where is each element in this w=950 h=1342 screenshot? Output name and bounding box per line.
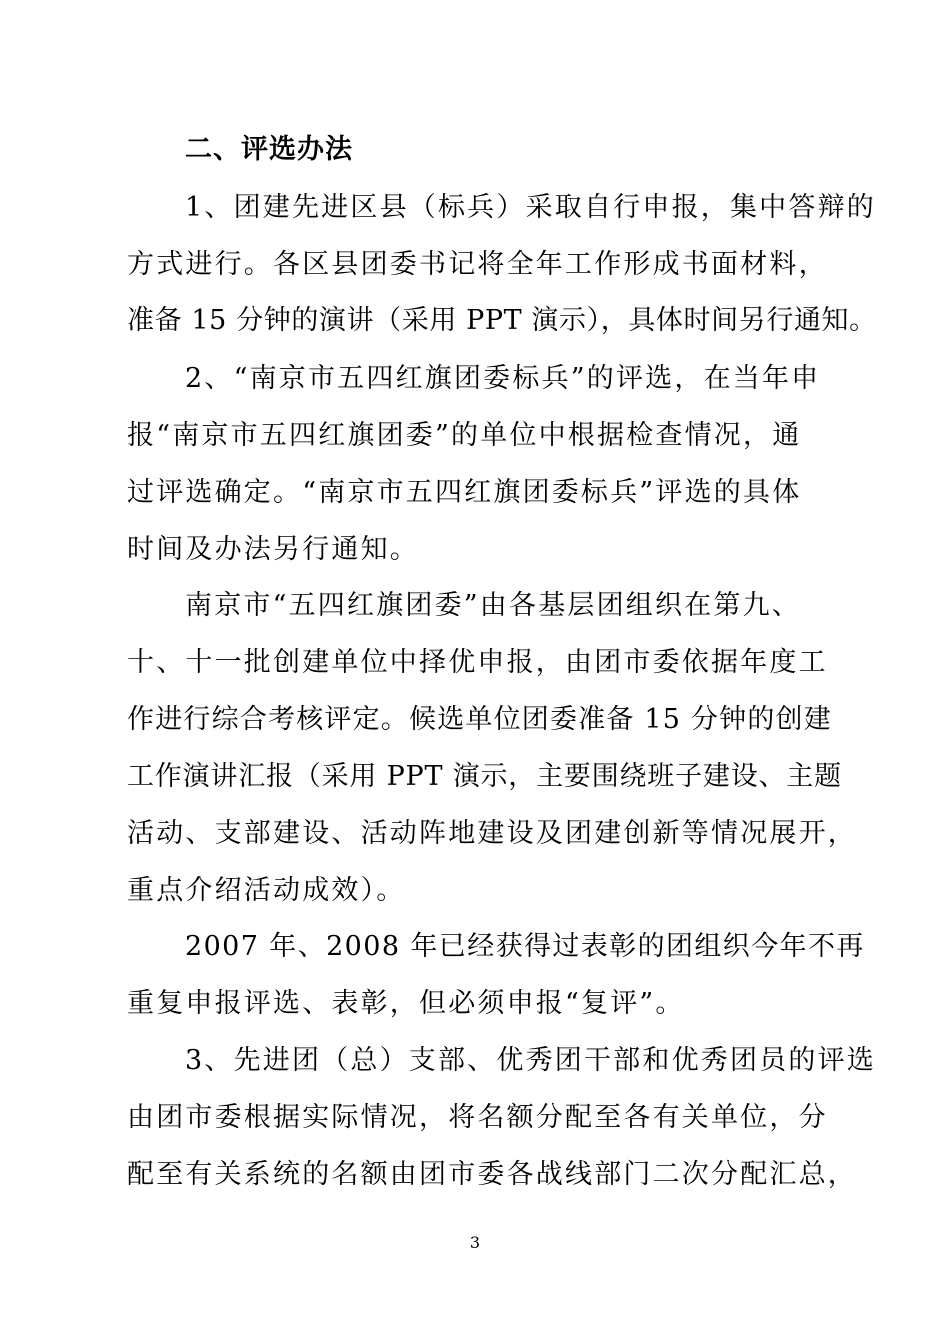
paragraph-line: 方式进行。各区县团委书记将全年工作形成书面材料， [127, 249, 828, 280]
section-heading: 二、评选办法 [185, 134, 353, 165]
paragraph-line: 十、十一批创建单位中择优申报，由团市委依据年度工 [127, 647, 828, 678]
paragraph-line: 南京市“五四红旗团委”由各基层团组织在第九、 [185, 590, 802, 621]
paragraph-line: 过评选确定。“南京市五四红旗团委标兵”评选的具体 [127, 477, 802, 508]
paragraph-line: 工作演讲汇报（采用 PPT 演示，主要围绕班子建设、主题 [127, 761, 842, 792]
paragraph-line: 活动、支部建设、活动阵地建设及团建创新等情况展开， [127, 818, 857, 849]
paragraph-line: 2007 年、2008 年已经获得过表彰的团组织今年不再 [185, 931, 865, 962]
paragraph-line: 配至有关系统的名额由团市委各战线部门二次分配汇总， [127, 1159, 857, 1190]
paragraph-line: 时间及办法另行通知。 [127, 534, 419, 565]
paragraph-line: 2、“南京市五四红旗团委标兵”的评选，在当年申 [185, 363, 821, 394]
paragraph-line: 重点介绍活动成效）。 [127, 875, 406, 906]
paragraph-line: 1、团建先进区县（标兵）采取自行申报，集中答辩的 [185, 192, 876, 223]
page-number: 3 [469, 1233, 481, 1252]
paragraph-line: 准备 15 分钟的演讲（采用 PPT 演示），具体时间另行通知。 [127, 305, 877, 336]
paragraph-line: 重复申报评选、表彰，但必须申报“复评”。 [127, 988, 685, 1019]
paragraph-line: 报“南京市五四红旗团委”的单位中根据检查情况，通 [127, 420, 802, 451]
paragraph-line: 3、先进团（总）支部、优秀团干部和优秀团员的评选 [185, 1045, 876, 1076]
paragraph-line: 由团市委根据实际情况，将名额分配至各有关单位，分 [127, 1102, 828, 1133]
paragraph-line: 作进行综合考核评定。候选单位团委准备 15 分钟的创建 [127, 704, 832, 735]
